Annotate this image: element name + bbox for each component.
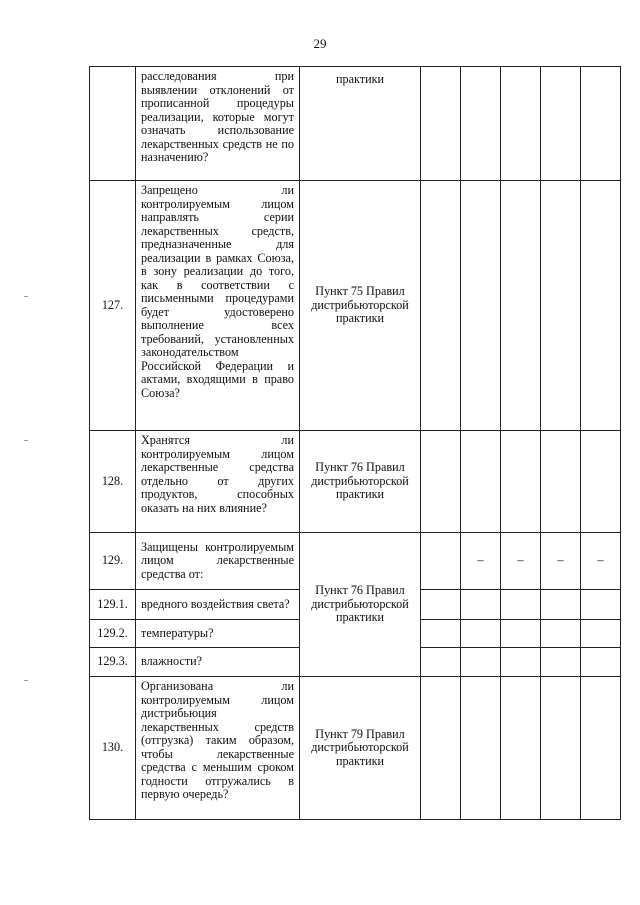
scan-mark bbox=[24, 296, 28, 297]
answer-cell[interactable] bbox=[581, 620, 621, 648]
row-number: 129.3. bbox=[90, 648, 136, 677]
answer-cell[interactable] bbox=[501, 431, 541, 533]
question-text: температуры? bbox=[136, 620, 300, 648]
answer-cell[interactable] bbox=[461, 590, 501, 620]
answer-cell[interactable] bbox=[461, 620, 501, 648]
reference-text: Пункт 76 Правил дистрибьюторской практики bbox=[300, 533, 421, 677]
scan-mark bbox=[24, 440, 28, 441]
answer-cell[interactable] bbox=[421, 590, 461, 620]
answer-cell[interactable] bbox=[421, 67, 461, 181]
dash-mark: – bbox=[541, 533, 581, 590]
question-text: влажности? bbox=[136, 648, 300, 677]
answer-cell[interactable] bbox=[461, 67, 501, 181]
row-number: 129. bbox=[90, 533, 136, 590]
dash-mark: – bbox=[581, 533, 621, 590]
question-text: Защищены контролируемым лицом лекарственные средства от: bbox=[136, 533, 300, 590]
answer-cell[interactable] bbox=[501, 648, 541, 677]
dash-mark: – bbox=[501, 533, 541, 590]
page-number: 29 bbox=[313, 36, 327, 51]
table-row-129 bbox=[90, 533, 621, 590]
answer-cell[interactable] bbox=[421, 620, 461, 648]
answer-cell[interactable] bbox=[581, 590, 621, 620]
answer-cell[interactable] bbox=[461, 431, 501, 533]
answer-cell[interactable] bbox=[421, 431, 461, 533]
answer-cell[interactable] bbox=[581, 67, 621, 181]
table-row-128 bbox=[90, 431, 621, 533]
answer-cell[interactable] bbox=[541, 431, 581, 533]
answer-cell[interactable] bbox=[501, 590, 541, 620]
table-row-130 bbox=[90, 677, 621, 820]
answer-cell[interactable] bbox=[461, 181, 501, 431]
reference-text: Пункт 75 Правил дистрибьюторской практики bbox=[300, 181, 421, 431]
answer-cell[interactable] bbox=[501, 620, 541, 648]
answer-cell[interactable] bbox=[541, 648, 581, 677]
answer-cell[interactable] bbox=[541, 677, 581, 820]
checklist-table bbox=[89, 66, 621, 820]
answer-cell[interactable] bbox=[581, 648, 621, 677]
answer-cell[interactable] bbox=[541, 181, 581, 431]
answer-cell[interactable] bbox=[501, 67, 541, 181]
question-text: Организована ли контролируемым лицом дистрибьюция лекарственных средств (отгрузка) таким образом, чтобы лекарственные средства с меньшим сроком годности отгружались в первую очередь? bbox=[136, 677, 300, 820]
row-number bbox=[90, 67, 136, 181]
dash-mark: – bbox=[461, 533, 501, 590]
answer-cell[interactable] bbox=[581, 431, 621, 533]
empty-cell bbox=[421, 533, 461, 590]
reference-text: Пункт 76 Правил дистрибьюторской практики bbox=[300, 431, 421, 533]
question-text: расследования при выявлении отклонений от прописанной процедуры реализации, которые могут означать использование лекарственных средств не по назначению? bbox=[136, 67, 300, 181]
row-number: 129.2. bbox=[90, 620, 136, 648]
question-text: вредного воздействия света? bbox=[136, 590, 300, 620]
answer-cell[interactable] bbox=[541, 620, 581, 648]
row-number: 130. bbox=[90, 677, 136, 820]
reference-text: практики bbox=[300, 67, 421, 181]
answer-cell[interactable] bbox=[421, 181, 461, 431]
row-number: 127. bbox=[90, 181, 136, 431]
answer-cell[interactable] bbox=[541, 590, 581, 620]
table-row-127 bbox=[90, 181, 621, 431]
scan-mark bbox=[24, 680, 28, 681]
answer-cell[interactable] bbox=[421, 677, 461, 820]
answer-cell[interactable] bbox=[581, 677, 621, 820]
answer-cell[interactable] bbox=[541, 67, 581, 181]
row-number: 128. bbox=[90, 431, 136, 533]
row-number: 129.1. bbox=[90, 590, 136, 620]
answer-cell[interactable] bbox=[501, 181, 541, 431]
answer-cell[interactable] bbox=[461, 677, 501, 820]
question-text: Запрещено ли контролируемым лицом направлять серии лекарственных средств, предназначенные для реализации в рамках Союза, в зону реализации до того, как в соответствии с письменными процедурами будет удостоверено выполнение всех требований, установленных законодательством Российской Федерации и актами, входящими в право Союза? bbox=[136, 181, 300, 431]
answer-cell[interactable] bbox=[421, 648, 461, 677]
question-text: Хранятся ли контролируемым лицом лекарственные средства отдельно от других продуктов, способных оказать на них влияние? bbox=[136, 431, 300, 533]
answer-cell[interactable] bbox=[581, 181, 621, 431]
reference-text: Пункт 79 Правил дистрибьюторской практики bbox=[300, 677, 421, 820]
answer-cell[interactable] bbox=[501, 677, 541, 820]
answer-cell[interactable] bbox=[461, 648, 501, 677]
table-row-continuation bbox=[90, 67, 621, 181]
